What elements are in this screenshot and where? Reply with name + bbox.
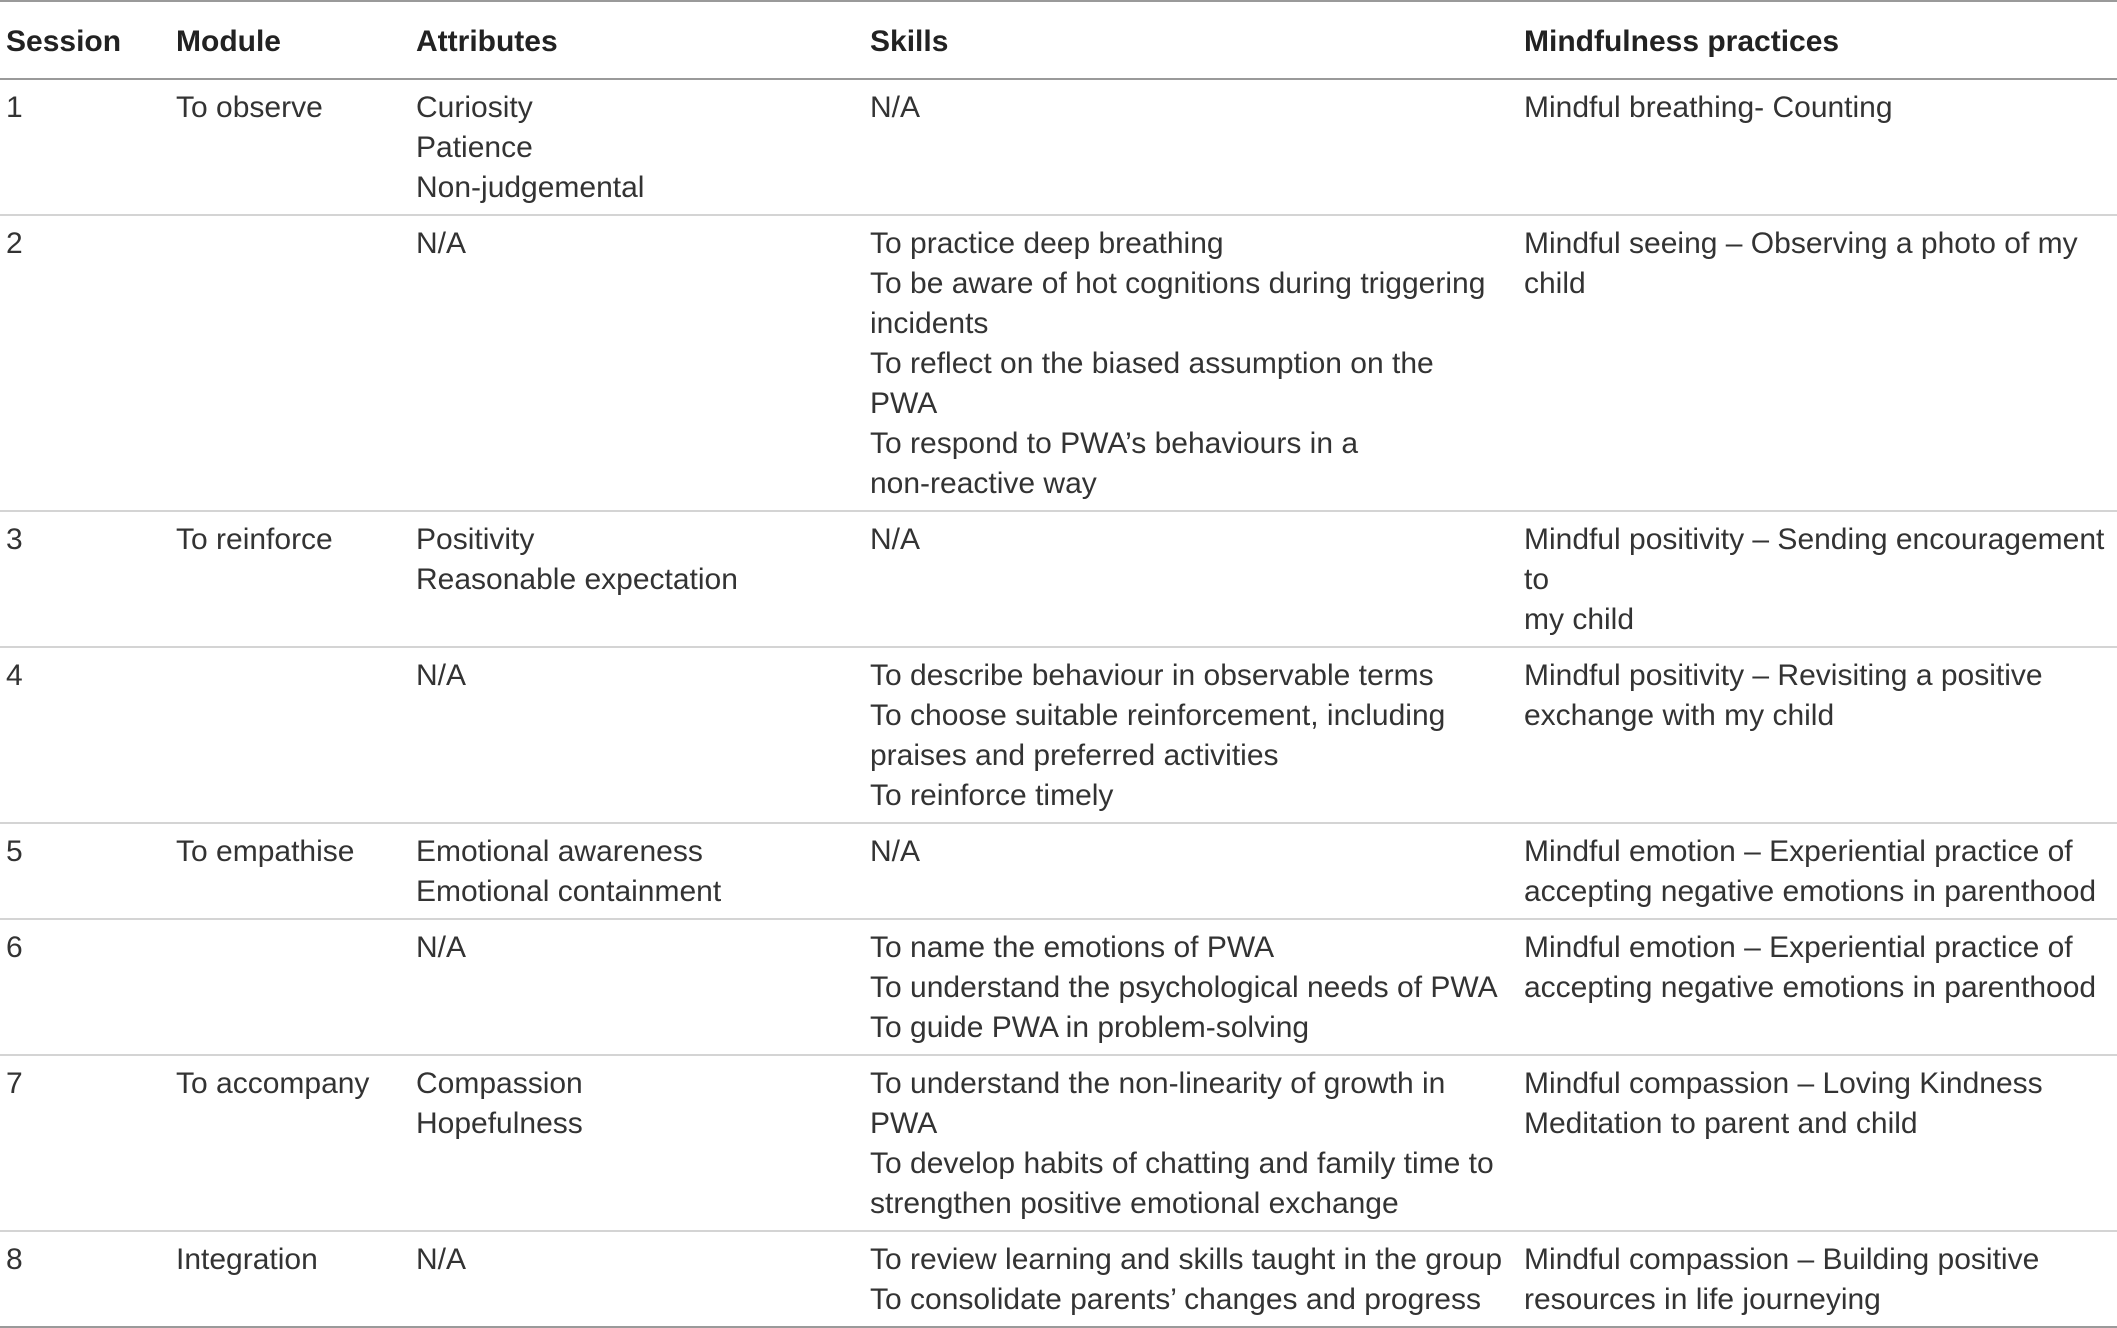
cell-skills bbox=[864, 79, 1518, 215]
cell-skills-line: non-reactive way bbox=[870, 467, 1097, 500]
cell-attributes bbox=[410, 823, 864, 919]
cell-skills-line: To respond to PWA’s behaviours in a bbox=[870, 427, 1359, 460]
cell-session: 5 bbox=[6, 835, 23, 868]
cell-skills-line: To name the emotions of PWA bbox=[870, 931, 1275, 964]
cell-skills bbox=[864, 1231, 1518, 1327]
cell-attributes-line: Emotional awareness bbox=[416, 835, 703, 868]
cell-mindfulness-line: Mindful seeing – Observing a photo of my child bbox=[1524, 227, 2078, 300]
cell-mindfulness-line: Mindful emotion – Experiential practice of bbox=[1524, 835, 2073, 868]
cell-session: 4 bbox=[6, 659, 23, 692]
cell-attributes-line: Positivity bbox=[416, 523, 535, 556]
cell-skills-line: To choose suitable reinforcement, including bbox=[870, 699, 1446, 732]
cell-attributes bbox=[410, 79, 864, 215]
cell-mindfulness-line: Mindful emotion – Experiential practice of bbox=[1524, 931, 2073, 964]
cell-skills-line: To review learning and skills taught in the group bbox=[870, 1243, 1503, 1276]
cell-skills bbox=[864, 647, 1518, 823]
header-module: Module bbox=[176, 25, 281, 58]
cell-mindfulness-line: Mindful positivity – Revisiting a positive bbox=[1524, 659, 2043, 692]
cell-mindfulness bbox=[1518, 511, 2117, 647]
cell-mindfulness-line: Mindful compassion – Building positive bbox=[1524, 1243, 2040, 1276]
table-header bbox=[0, 1, 2117, 79]
cell-mindfulness-line: accepting negative emotions in parenthood bbox=[1524, 971, 2097, 1004]
cell-module bbox=[170, 919, 410, 1055]
table-row bbox=[0, 511, 2117, 647]
cell-module: Integration bbox=[176, 1243, 318, 1276]
table-row bbox=[0, 647, 2117, 823]
cell-mindfulness-line: resources in life journeying bbox=[1524, 1283, 1881, 1316]
header-session: Session bbox=[6, 25, 122, 58]
cell-mindfulness bbox=[1518, 919, 2117, 1055]
table-row bbox=[0, 1231, 2117, 1327]
cell-skills bbox=[864, 215, 1518, 511]
cell-session: 6 bbox=[6, 931, 23, 964]
cell-mindfulness bbox=[1518, 823, 2117, 919]
cell-skills-line: To understand the psychological needs of PWA bbox=[870, 971, 1498, 1004]
table-body bbox=[0, 79, 2117, 1327]
cell-session: 7 bbox=[6, 1067, 23, 1100]
table-row bbox=[0, 79, 2117, 215]
cell-mindfulness-line: Mindful positivity – Sending encouragement to bbox=[1524, 523, 2105, 596]
cell-mindfulness bbox=[1518, 647, 2117, 823]
cell-skills-line: N/A bbox=[870, 523, 921, 556]
table-row bbox=[0, 823, 2117, 919]
cell-mindfulness-line: Mindful compassion – Loving Kindness bbox=[1524, 1067, 2043, 1100]
cell-module: To empathise bbox=[176, 835, 355, 868]
cell-skills-line: N/A bbox=[870, 91, 921, 124]
cell-skills-line: To reflect on the biased assumption on the bbox=[870, 347, 1434, 380]
cell-attributes-line: N/A bbox=[416, 227, 467, 260]
cell-session: 3 bbox=[6, 523, 23, 556]
cell-attributes bbox=[410, 1055, 864, 1231]
cell-attributes bbox=[410, 919, 864, 1055]
cell-module: To reinforce bbox=[176, 523, 333, 556]
cell-skills bbox=[864, 919, 1518, 1055]
cell-session: 1 bbox=[6, 91, 23, 124]
cell-mindfulness bbox=[1518, 1231, 2117, 1327]
table-row bbox=[0, 215, 2117, 511]
cell-skills bbox=[864, 823, 1518, 919]
cell-mindfulness bbox=[1518, 1055, 2117, 1231]
cell-skills-line: PWA bbox=[870, 387, 938, 420]
cell-attributes bbox=[410, 511, 864, 647]
cell-skills-line: To practice deep breathing bbox=[870, 227, 1224, 260]
cell-skills-line: strengthen positive emotional exchange bbox=[870, 1187, 1399, 1220]
cell-attributes-line: Non-judgemental bbox=[416, 171, 645, 204]
cell-module: To accompany bbox=[176, 1067, 370, 1100]
cell-skills-line: praises and preferred activities bbox=[870, 739, 1279, 772]
table-row bbox=[0, 1055, 2117, 1231]
cell-skills-line: incidents bbox=[870, 307, 989, 340]
cell-attributes-line: Curiosity bbox=[416, 91, 533, 124]
cell-session: 2 bbox=[6, 227, 23, 260]
cell-skills-line: PWA bbox=[870, 1107, 938, 1140]
cell-attributes-line: Reasonable expectation bbox=[416, 563, 738, 596]
cell-module: To observe bbox=[176, 91, 323, 124]
cell-skills-line: To be aware of hot cognitions during triggering bbox=[870, 267, 1486, 300]
cell-mindfulness bbox=[1518, 215, 2117, 511]
cell-attributes-line: Hopefulness bbox=[416, 1107, 583, 1140]
cell-skills-line: To describe behaviour in observable terms bbox=[870, 659, 1434, 692]
cell-skills bbox=[864, 511, 1518, 647]
cell-attributes bbox=[410, 215, 864, 511]
cell-attributes bbox=[410, 647, 864, 823]
cell-attributes bbox=[410, 1231, 864, 1327]
cell-attributes-line: Patience bbox=[416, 131, 533, 164]
cell-skills-line: To reinforce timely bbox=[870, 779, 1114, 812]
cell-attributes-line: N/A bbox=[416, 1243, 467, 1276]
cell-attributes-line: Compassion bbox=[416, 1067, 583, 1100]
cell-skills-line: To understand the non-linearity of growth in bbox=[870, 1067, 1446, 1100]
cell-mindfulness-line: Meditation to parent and child bbox=[1524, 1107, 1918, 1140]
header-skills: Skills bbox=[870, 25, 949, 58]
header-mindfulness: Mindfulness practices bbox=[1524, 25, 1840, 58]
cell-module bbox=[170, 647, 410, 823]
cell-mindfulness-line: accepting negative emotions in parenthood bbox=[1524, 875, 2097, 908]
cell-skills-line: To consolidate parents’ changes and progress bbox=[870, 1283, 1481, 1316]
cell-mindfulness bbox=[1518, 79, 2117, 215]
cell-mindfulness-line: Mindful breathing- Counting bbox=[1524, 91, 1893, 124]
cell-skills-line: To guide PWA in problem-solving bbox=[870, 1011, 1310, 1044]
cell-module bbox=[170, 215, 410, 511]
cell-mindfulness-line: exchange with my child bbox=[1524, 699, 1835, 732]
cell-skills-line: N/A bbox=[870, 835, 921, 868]
cell-session: 8 bbox=[6, 1243, 23, 1276]
cell-skills-line: To develop habits of chatting and family time to bbox=[870, 1147, 1494, 1180]
cell-mindfulness-line: my child bbox=[1524, 603, 1635, 636]
header-row bbox=[0, 1, 2117, 79]
table-row bbox=[0, 919, 2117, 1055]
cell-attributes-line: Emotional containment bbox=[416, 875, 722, 908]
cell-skills bbox=[864, 1055, 1518, 1231]
cell-attributes-line: N/A bbox=[416, 931, 467, 964]
header-attributes: Attributes bbox=[416, 25, 558, 58]
cell-attributes-line: N/A bbox=[416, 659, 467, 692]
